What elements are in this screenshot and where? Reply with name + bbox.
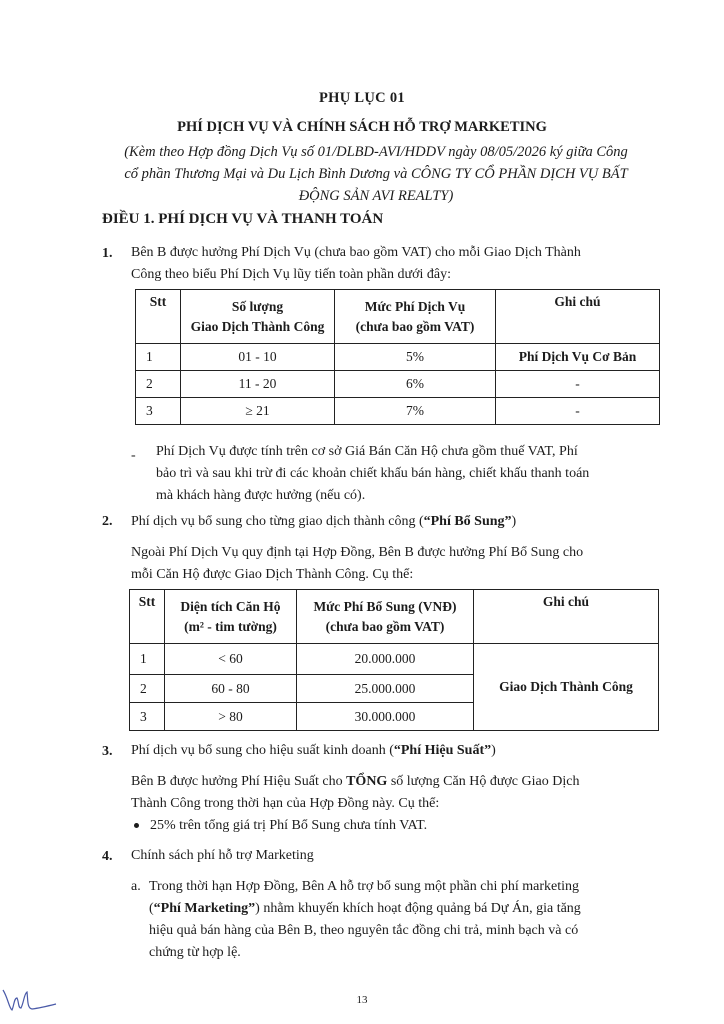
item4-line: chứng từ hợp lệ.	[149, 945, 241, 960]
additional-fee-table	[129, 589, 659, 731]
item2-heading	[131, 511, 516, 533]
subtitle-line: ĐỘNG SẢN AVI REALTY)	[298, 188, 454, 204]
item2-heading-term: “Phí Bổ Sung”	[423, 514, 512, 529]
item4-sub-a-text	[149, 876, 679, 964]
col-area	[165, 590, 297, 644]
page-number: 13	[356, 994, 368, 1006]
cell-quantity: 01 - 10	[181, 344, 335, 371]
cell-merged-note: Giao Dịch Thành Công	[474, 644, 659, 731]
cell-note: Phí Dịch Vụ Cơ Bản	[496, 344, 660, 371]
cell-fee: 25.000.000	[297, 675, 474, 703]
item3-line1-emphasis: TỔNG	[346, 774, 388, 789]
item3-line	[131, 771, 671, 793]
item3-line1-post: số lượng Căn Hộ được Giao Dịch	[387, 774, 580, 789]
note-line: mà khách hàng được hưởng (nếu có).	[156, 488, 366, 503]
cell-fee: 7%	[335, 398, 496, 425]
item2-text	[131, 542, 671, 586]
item1-line: Công theo biểu Phí Dịch Vụ lũy tiến toàn phần dưới đây:	[131, 267, 451, 282]
cell-fee: 5%	[335, 344, 496, 371]
document-subtitle	[96, 141, 656, 207]
col-stt: Stt	[136, 290, 181, 344]
item3-heading-post: )	[491, 743, 496, 758]
item3-heading-pre: Phí dịch vụ bổ sung cho hiệu suất kinh doanh (	[131, 743, 394, 758]
cell-quantity: 11 - 20	[181, 371, 335, 398]
item2-heading-pre: Phí dịch vụ bổ sung cho từng giao dịch thành công (	[131, 514, 424, 529]
item3-text	[131, 771, 671, 815]
col-note: Ghi chú	[474, 590, 659, 644]
appendix-title: PHỤ LỤC 01	[319, 90, 405, 106]
col-fee-line2: (chưa bao gồm VAT)	[355, 318, 475, 334]
cell-stt: 2	[130, 675, 165, 703]
cell-stt: 3	[136, 398, 181, 425]
col-fee	[297, 590, 474, 644]
cell-note: -	[496, 398, 660, 425]
cell-stt: 1	[136, 344, 181, 371]
item4-line: hiệu quả bán hàng của Bên B, theo nguyên tắc đồng chi trả, minh bạch và có	[149, 923, 579, 938]
table-header-row	[136, 290, 660, 344]
table-header-row	[130, 590, 659, 644]
col-quantity	[181, 290, 335, 344]
col-fee-line1: Mức Phí Bổ Sung (VNĐ)	[313, 598, 457, 614]
cell-stt: 1	[130, 644, 165, 675]
subtitle-line: (Kèm theo Hợp đồng Dịch Vụ số 01/DLBD-AVI/HDDV ngày 08/05/2026 ký giữa Công	[124, 144, 628, 160]
sub-item-label: a.	[131, 879, 141, 894]
note-line: bảo trì và sau khi trừ đi các khoản chiết khấu bán hàng, chiết khấu thanh toán	[156, 466, 590, 481]
cell-area: < 60	[165, 644, 297, 675]
table-row	[130, 644, 659, 675]
item4-heading: Chính sách phí hỗ trợ Marketing	[131, 848, 314, 863]
col-fee-line1: Mức Phí Dịch Vụ	[364, 298, 466, 314]
item1-line: Bên B được hưởng Phí Dịch Vụ (chưa bao gồm VAT) cho mỗi Giao Dịch Thành	[131, 245, 581, 260]
cell-fee: 6%	[335, 371, 496, 398]
item3-heading-term: “Phí Hiệu Suất”	[393, 743, 492, 758]
cell-quantity: ≥ 21	[181, 398, 335, 425]
item3-heading	[131, 740, 496, 762]
item3-line1-pre: Bên B được hưởng Phí Hiệu Suất cho	[131, 774, 347, 789]
bullet-item: 25% trên tổng giá trị Phí Bổ Sung chưa tính VAT.	[150, 818, 428, 833]
dash-marker: -	[131, 448, 136, 463]
document-title: PHÍ DỊCH VỤ VÀ CHÍNH SÁCH HỖ TRỢ MARKETING	[177, 119, 547, 135]
item4-line2-term: “Phí Marketing”	[153, 901, 256, 916]
item2-line: mỗi Căn Hộ được Giao Dịch Thành Công. Cụ thể:	[131, 567, 414, 582]
cell-stt: 2	[136, 371, 181, 398]
col-quantity-line2: Giao Dịch Thành Công	[190, 318, 325, 334]
table-row	[136, 371, 660, 398]
article-heading: ĐIỀU 1. PHÍ DỊCH VỤ VÀ THANH TOÁN	[102, 211, 384, 227]
col-note: Ghi chú	[496, 290, 660, 344]
item3-line: Thành Công trong thời hạn của Hợp Đồng này. Cụ thể:	[131, 796, 440, 811]
cell-fee: 30.000.000	[297, 703, 474, 731]
bullet-icon	[134, 823, 139, 828]
item4-line2-post: ) nhằm khuyến khích hoạt động quảng bá Dự Án, gia tăng	[255, 901, 581, 916]
service-fee-table	[135, 289, 660, 425]
col-fee-line2: (chưa bao gồm VAT)	[325, 618, 445, 634]
item-number: 2.	[102, 514, 113, 529]
item4-line2-pre: (	[149, 901, 154, 916]
subtitle-line: cổ phần Thương Mại và Du Lịch Bình Dương và CÔNG TY CỔ PHẦN DỊCH VỤ BẤT	[124, 166, 628, 182]
table-row	[136, 398, 660, 425]
item2-heading-post: )	[511, 514, 517, 529]
cell-area: > 80	[165, 703, 297, 731]
item2-line: Ngoài Phí Dịch Vụ quy định tại Hợp Đồng, Bên B được hưởng Phí Bổ Sung cho	[131, 545, 584, 560]
item-number: 1.	[102, 246, 113, 261]
item4-line	[149, 898, 679, 920]
col-fee	[335, 290, 496, 344]
cell-note: -	[496, 371, 660, 398]
cell-fee: 20.000.000	[297, 644, 474, 675]
col-quantity-line1: Số lượng	[231, 298, 284, 314]
col-stt: Stt	[130, 590, 165, 644]
item1-text	[131, 242, 671, 286]
col-area-line1: Diện tích Căn Hộ	[180, 598, 281, 614]
item-number: 3.	[102, 744, 113, 759]
cell-area: 60 - 80	[165, 675, 297, 703]
col-area-line2: (m² - tim tường)	[184, 618, 277, 634]
item-number: 4.	[102, 849, 113, 864]
note-line: Phí Dịch Vụ được tính trên cơ sở Giá Bán Căn Hộ chưa gồm thuế VAT, Phí	[156, 444, 578, 459]
table-row	[136, 344, 660, 371]
fee-basis-note	[156, 441, 676, 507]
cell-stt: 3	[130, 703, 165, 731]
item4-line: Trong thời hạn Hợp Đồng, Bên A hỗ trợ bổ sung một phần chi phí marketing	[149, 879, 580, 894]
